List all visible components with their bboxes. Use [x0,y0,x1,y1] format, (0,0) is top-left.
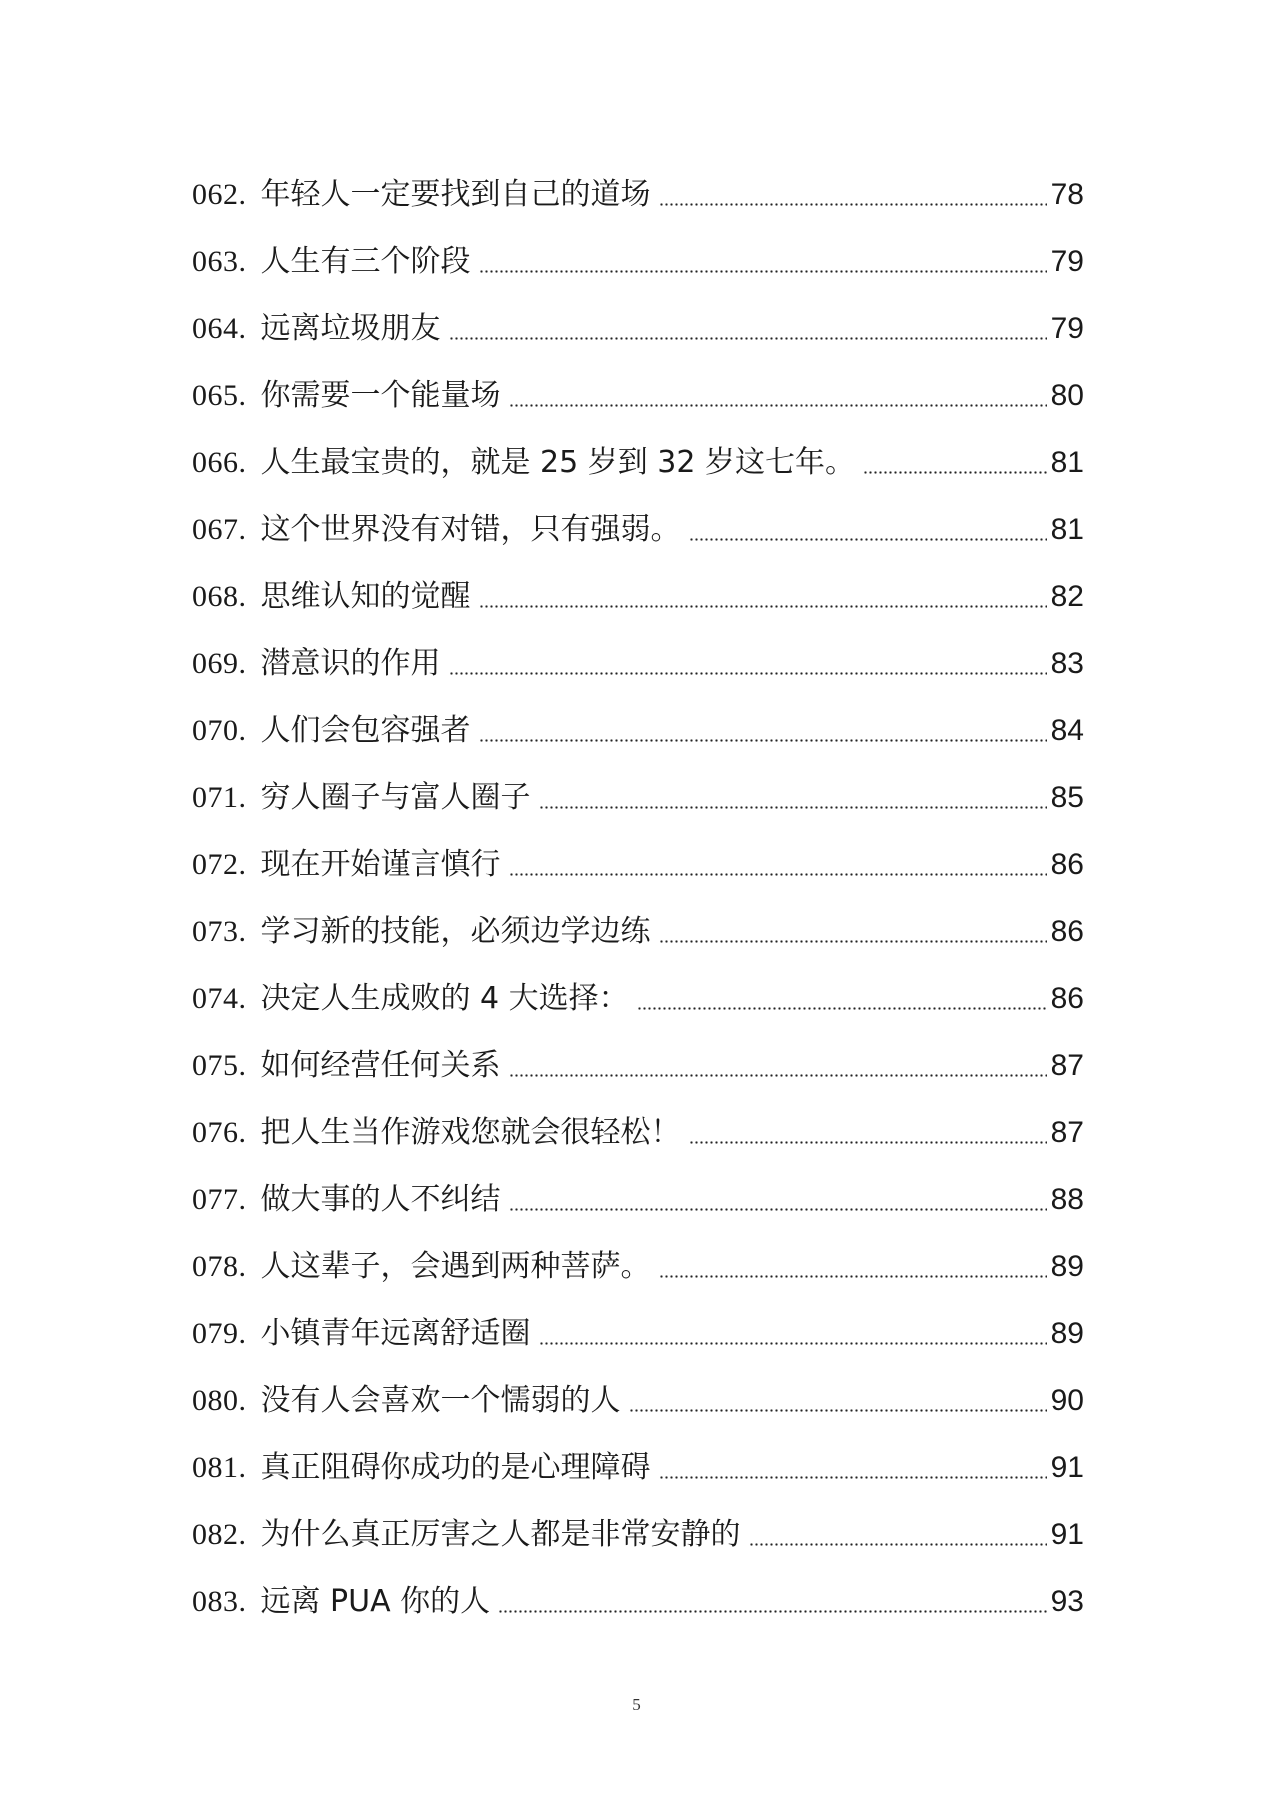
toc-entry-page: 90 [1050,1384,1084,1417]
toc-entry-title: 把人生当作游戏您就会很轻松！ [260,1115,681,1150]
dot-leader [863,471,1047,474]
dot-leader [479,605,1047,608]
toc-entry[interactable] [192,228,1084,295]
toc-entry-title: 远离 PUA 你的人 [260,1584,491,1619]
dot-leader [479,739,1047,742]
toc-entry[interactable] [192,563,1084,630]
toc-entry-number: 076. [192,1116,247,1149]
dot-leader [659,940,1047,943]
toc-entry-title: 小镇青年远离舒适圈 [260,1316,531,1351]
toc-entry[interactable] [192,1434,1084,1501]
toc-entry-title: 没有人会喜欢一个懦弱的人 [260,1383,621,1418]
toc-entry-page: 86 [1050,982,1084,1015]
toc-entry-title: 思维认知的觉醒 [260,579,471,614]
toc-entry[interactable] [192,1032,1084,1099]
toc-entry-page: 85 [1050,781,1084,814]
toc-entry[interactable] [192,965,1084,1032]
dot-leader [449,337,1047,340]
toc-entry-number: 078. [192,1250,247,1283]
dot-leader [539,806,1047,809]
toc-entry-number: 072. [192,848,247,881]
toc-entry[interactable] [192,1568,1084,1635]
toc-entry-page: 83 [1050,647,1084,680]
toc-entry-number: 074. [192,982,247,1015]
toc-entry-title: 人生有三个阶段 [260,244,471,279]
toc-entry-page: 89 [1050,1250,1084,1283]
toc-entry-number: 080. [192,1384,247,1417]
dot-leader [689,538,1047,541]
table-of-contents [192,161,1084,1635]
toc-entry[interactable] [192,831,1084,898]
dot-leader [509,1208,1047,1211]
toc-entry[interactable] [192,1233,1084,1300]
toc-entry-page: 84 [1050,714,1084,747]
toc-entry-title: 这个世界没有对错，只有强弱。 [260,512,681,547]
toc-entry-number: 064. [192,312,247,345]
toc-entry-title: 远离垃圾朋友 [260,311,441,346]
dot-leader [629,1409,1047,1412]
toc-entry-page: 91 [1050,1518,1084,1551]
toc-entry-title: 穷人圈子与富人圈子 [260,780,531,815]
toc-entry-title: 人生最宝贵的，就是 25 岁到 32 岁这七年。 [260,445,855,480]
toc-entry-number: 066. [192,446,247,479]
toc-entry[interactable] [192,161,1084,228]
toc-entry[interactable] [192,697,1084,764]
toc-entry-number: 082. [192,1518,247,1551]
toc-entry-number: 068. [192,580,247,613]
toc-entry-number: 067. [192,513,247,546]
toc-entry-page: 79 [1050,312,1084,345]
toc-entry-title: 人们会包容强者 [260,713,471,748]
toc-entry[interactable] [192,295,1084,362]
toc-entry-number: 081. [192,1451,247,1484]
toc-entry-page: 87 [1050,1116,1084,1149]
toc-entry-page: 93 [1050,1585,1084,1618]
toc-entry-number: 083. [192,1585,247,1618]
toc-entry[interactable] [192,898,1084,965]
toc-entry-number: 073. [192,915,247,948]
toc-entry-page: 91 [1050,1451,1084,1484]
toc-entry-page: 78 [1050,178,1084,211]
dot-leader [509,873,1047,876]
toc-entry-number: 077. [192,1183,247,1216]
toc-entry-title: 为什么真正厉害之人都是非常安静的 [260,1517,741,1552]
toc-entry-page: 80 [1050,379,1084,412]
dot-leader [689,1141,1047,1144]
toc-entry-page: 86 [1050,915,1084,948]
toc-entry[interactable] [192,1300,1084,1367]
toc-entry[interactable] [192,362,1084,429]
dot-leader [637,1007,1047,1010]
toc-entry[interactable] [192,1501,1084,1568]
dot-leader [498,1610,1046,1613]
dot-leader [449,672,1047,675]
toc-entry[interactable] [192,1166,1084,1233]
dot-leader [509,404,1047,407]
toc-entry[interactable] [192,1367,1084,1434]
toc-entry-page: 79 [1050,245,1084,278]
toc-entry-title: 年轻人一定要找到自己的道场 [260,177,651,212]
toc-entry-title: 你需要一个能量场 [260,378,501,413]
toc-entry-number: 071. [192,781,247,814]
toc-entry-title: 如何经营任何关系 [260,1048,501,1083]
page-number: 5 [632,1695,641,1714]
toc-entry-title: 人这辈子，会遇到两种菩萨。 [260,1249,651,1284]
toc-entry-number: 065. [192,379,247,412]
toc-entry-number: 063. [192,245,247,278]
toc-entry[interactable] [192,496,1084,563]
toc-entry-number: 070. [192,714,247,747]
dot-leader [749,1543,1047,1546]
toc-entry-title: 做大事的人不纠结 [260,1182,501,1217]
dot-leader [539,1342,1047,1345]
toc-entry[interactable] [192,1099,1084,1166]
toc-entry-number: 079. [192,1317,247,1350]
toc-entry[interactable] [192,630,1084,697]
toc-entry-number: 075. [192,1049,247,1082]
dot-leader [659,1476,1047,1479]
dot-leader [659,1275,1047,1278]
toc-entry-number: 069. [192,647,247,680]
toc-entry-title: 潜意识的作用 [260,646,441,681]
dot-leader [479,270,1047,273]
toc-entry[interactable] [192,429,1084,496]
dot-leader [659,203,1047,206]
toc-entry-number: 062. [192,178,247,211]
toc-entry[interactable] [192,764,1084,831]
toc-entry-page: 81 [1050,446,1084,479]
toc-entry-title: 学习新的技能，必须边学边练 [260,914,651,949]
toc-entry-page: 81 [1050,513,1084,546]
toc-entry-title: 真正阻碍你成功的是心理障碍 [260,1450,651,1485]
toc-entry-title: 现在开始谨言慎行 [260,847,501,882]
toc-entry-page: 88 [1050,1183,1084,1216]
toc-entry-page: 87 [1050,1049,1084,1082]
toc-entry-title: 决定人生成败的 4 大选择： [260,981,629,1016]
toc-entry-page: 82 [1050,580,1084,613]
toc-entry-page: 86 [1050,848,1084,881]
toc-entry-page: 89 [1050,1317,1084,1350]
dot-leader [509,1074,1047,1077]
